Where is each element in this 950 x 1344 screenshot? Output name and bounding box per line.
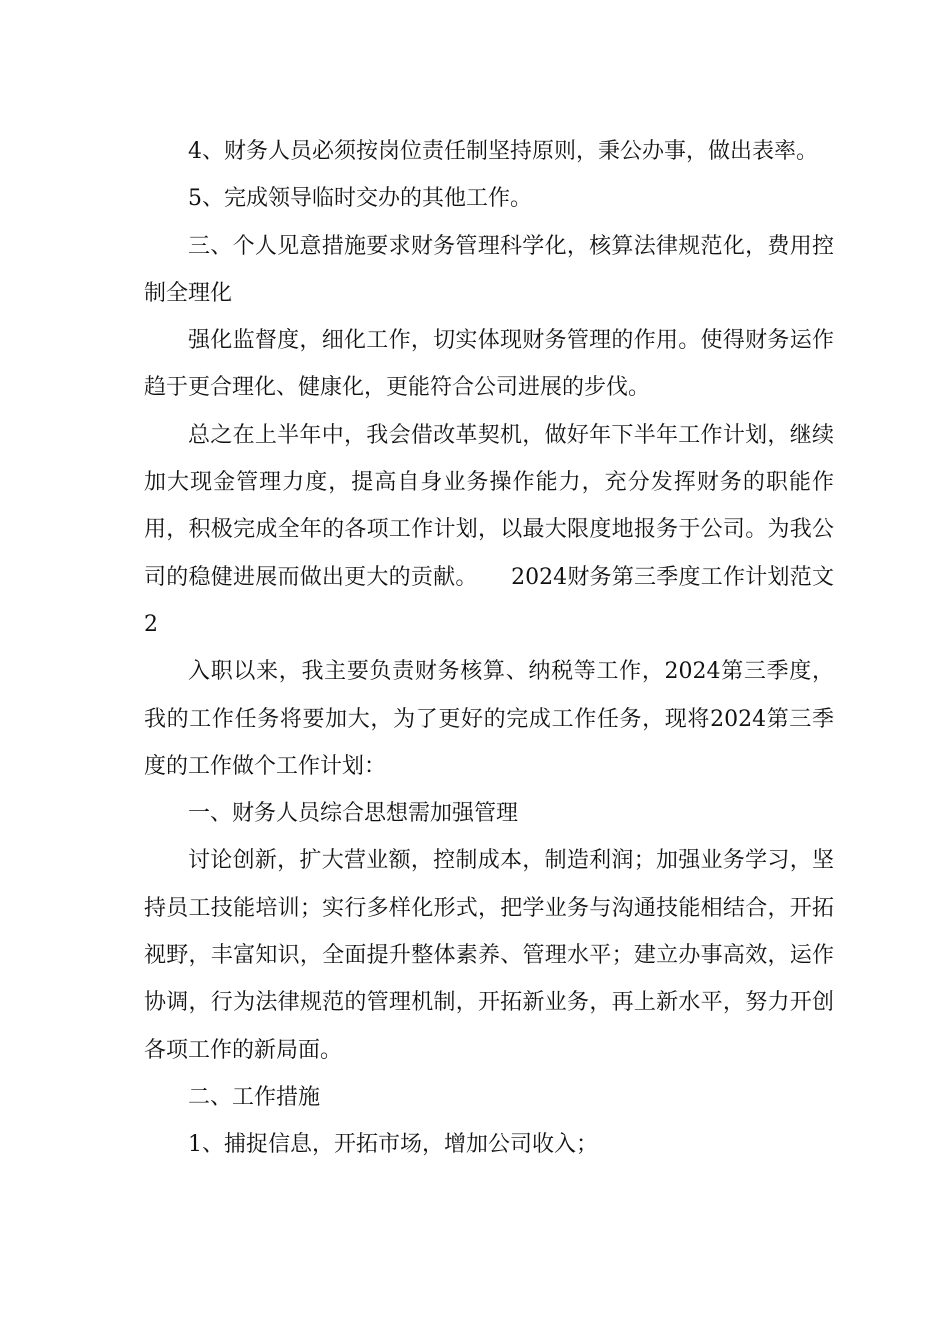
- paragraph-supervision: 强化监督度，细化工作，切实体现财务管理的作用。使得财务运作趋于更合理化、健康化，更能符合公司进展的步伐。: [144, 328, 834, 401]
- paragraph-item-4: 4、财务人员必须按岗位责任制坚持原则，秉公办事，做出表率。: [188, 139, 818, 164]
- paragraph-section-3-heading: 三、个人见意措施要求财务管理科学化，核算法律规范化，费用控制全理化: [144, 233, 834, 306]
- document-body: [144, 128, 834, 1169]
- paragraph-item-5: 5、完成领导临时交办的其他工作。: [188, 186, 532, 212]
- paragraph-measure-1: 1、捕捉信息，开拓市场，增加公司收入；: [188, 1132, 598, 1158]
- paragraph-section-2-heading: 二、工作措施: [188, 1084, 321, 1110]
- paragraph-intro: 入职以来，我主要负责财务核算、纳税等工作，2024第三季度，我的工作任务将要加大，为了更好的完成工作任务，现将2024第三季度的工作做个工作计划：: [144, 659, 834, 779]
- paragraph-summary: 总之在上半年中，我会借改革契机，做好年下半年工作计划，继续加大现金管理力度，提高自身业务操作能力，充分发挥财务的职能作用，积极完成全年的各项工作计划，以最大限度地报务于公司。为我公司的稳健进展而做出更大的贡献。 2024财务第三季度工作计划范文2: [144, 422, 834, 637]
- paragraph-section-1-heading: 一、财务人员综合思想需加强管理: [188, 801, 519, 827]
- paragraph-innovation: 讨论创新，扩大营业额，控制成本，制造利润；加强业务学习，坚持员工技能培训；实行多样化形式，把学业务与沟通技能相结合，开拓视野，丰富知识，全面提升整体素养、管理水平；建立办事高效，运作协调，行为法律规范的管理机制，开拓新业务，再上新水平，努力开创各项工作的新局面。: [144, 848, 834, 1063]
